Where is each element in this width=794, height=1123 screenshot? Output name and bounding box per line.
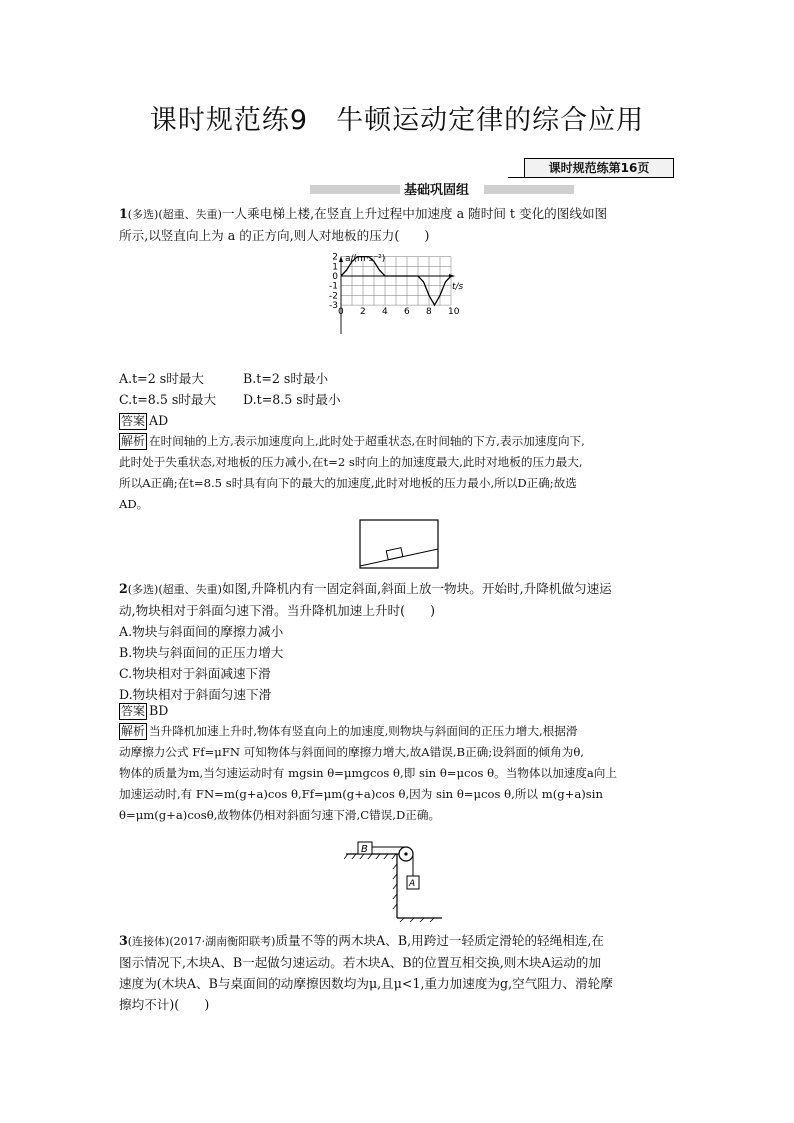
stem-line: 如图,升降机内有一固定斜面,斜面上放一物块。开始时,升降机做匀速运 <box>221 581 612 596</box>
y-axis-label: a/(m·s⁻²) <box>345 254 386 264</box>
explanation-line: 当升降机加速上升时,物体有竖直向上的加速度,则物块与斜面间的正压力增大,根据滑 <box>149 724 578 738</box>
question-number: 3 <box>119 933 128 948</box>
page-ref-link[interactable]: 课时规范练第16页 <box>524 158 674 178</box>
pulley-figure <box>344 830 444 922</box>
pulley-axle <box>404 852 407 855</box>
x-axis-label: t/s <box>452 282 464 292</box>
explanation-line: 所以A正确;在t=8.5 s时具有向下的最大的加速度,此时对地板的压力最小,所以D正确;故选 <box>119 476 577 490</box>
question-2-stem <box>119 578 679 705</box>
question-1-options <box>119 368 679 410</box>
stem-line: 一人乘电梯上楼,在竖直上升过程中加速度 a 随时间 t 变化的图线如图 <box>221 206 608 221</box>
section-bar-left <box>310 185 400 194</box>
question-1-answer <box>119 410 679 431</box>
x-tick-label: 0 <box>338 307 344 318</box>
x-tick-label: 10 <box>448 307 460 318</box>
x-tick-label: 2 <box>360 307 366 318</box>
explanation-line: θ=μm(g+a)cosθ,故物体仍相对斜面匀速下滑,C错误,D正确。 <box>119 808 441 822</box>
answer-value: BD <box>149 703 169 718</box>
explanation-label: 解析 <box>121 434 146 448</box>
explanation-line: 在时间轴的上方,表示加速度向上,此时处于超重状态,在时间轴的下方,表示加速度向下, <box>149 434 585 448</box>
acceleration-time-chart <box>320 250 480 340</box>
answer-value: AD <box>149 413 169 428</box>
explanation-line: 物体的质量为m,当匀速运动时有 mgsin θ=μmgcos θ,即 sin θ=μcos θ。当物体以加速度a向上 <box>119 766 617 780</box>
stem-line: 图示情况下,木块A、B一起做匀速运动。若木块A、B的位置互相交换,则木块A运动的加 <box>119 955 601 970</box>
page-title: 课时规范练9 牛顿运动定律的综合应用 <box>149 105 645 136</box>
explanation-line: AD。 <box>119 497 149 511</box>
y-tick-label: 1 <box>332 262 338 273</box>
explanation-line: 动摩擦力公式 Ff=μFN 可知物体与斜面间的摩擦力增大,故A错误,B正确;设斜面的倾角为θ, <box>119 745 584 759</box>
block-b-label: B <box>361 844 368 855</box>
answer-label: 答案 <box>121 704 146 718</box>
option-d[interactable]: D.t=8.5 s时最小 <box>243 392 341 407</box>
option-a[interactable]: A.t=2 s时最大 <box>119 371 204 386</box>
x-tick-label: 8 <box>426 307 432 318</box>
question-number: 2 <box>119 581 128 596</box>
option-b[interactable]: B.物块与斜面间的正压力增大 <box>119 645 284 660</box>
stem-line: 所示,以竖直向上为 a 的正方向,则人对地板的压力( ) <box>119 228 430 243</box>
page-ref-underline <box>508 177 524 178</box>
answer-label: 答案 <box>121 414 146 428</box>
question-tag: (多选)(超重、失重) <box>127 583 222 596</box>
x-tick-label: 6 <box>404 307 410 318</box>
stem-line: 动,物块相对于斜面匀速下滑。当升降机加速上升时( ) <box>119 603 436 618</box>
option-c[interactable]: C.物块相对于斜面减速下滑 <box>119 666 271 681</box>
leg-hatching <box>393 864 397 909</box>
stem-line: 速度为(木块A、B与桌面间的动摩擦因数均为μ,且μ<1,重力加速度为g,空气阻力、滑轮摩 <box>119 976 613 991</box>
elevator-incline-figure <box>358 518 440 570</box>
question-tag: (多选)(超重、失重) <box>127 208 222 221</box>
question-3-stem <box>119 930 679 1015</box>
stem-line: 擦均不计)( ) <box>119 997 210 1012</box>
stem-line: 质量不等的两木块A、B,用跨过一轻质定滑轮的轻绳相连,在 <box>275 933 605 948</box>
question-2-explanation <box>119 721 679 826</box>
y-tick-label: -1 <box>329 281 338 292</box>
y-tick-label: 2 <box>332 252 338 263</box>
question-tag: (连接体)(2017·湖南衡阳联考) <box>127 935 276 948</box>
option-c[interactable]: C.t=8.5 s时最大 <box>119 392 217 407</box>
explanation-line: 此时处于失重状态,对地板的压力减小,在t=2 s时向上的加速度最大,此时对地板的压力最大, <box>119 455 583 469</box>
explanation-line: 加速运动时,有 FN=m(g+a)cos θ,Ff=μm(g+a)cos θ,因为 sin θ=μcos θ,所以 m(g+a)sin <box>119 787 603 801</box>
question-number: 1 <box>119 206 128 221</box>
option-a[interactable]: A.物块与斜面间的摩擦力减小 <box>119 624 284 639</box>
question-1-explanation <box>119 431 679 515</box>
y-tick-label: -3 <box>329 301 338 312</box>
y-tick-label: -2 <box>329 291 338 302</box>
block <box>386 548 403 560</box>
option-b[interactable]: B.t=2 s时最小 <box>243 371 329 386</box>
section-bar-right <box>484 185 574 194</box>
y-tick-label: 0 <box>332 272 338 282</box>
x-tick-label: 4 <box>382 307 388 318</box>
section-title: 基础巩固组 <box>404 183 470 198</box>
elevator-box <box>360 520 438 568</box>
question-1-stem <box>119 203 679 246</box>
y-axis-arrow <box>339 256 343 262</box>
block-a-label: A <box>409 879 416 889</box>
option-d[interactable]: D.物块相对于斜面匀速下滑 <box>119 687 272 702</box>
question-2-answer <box>119 700 679 721</box>
table-hatching <box>344 854 404 859</box>
explanation-label: 解析 <box>121 724 146 738</box>
